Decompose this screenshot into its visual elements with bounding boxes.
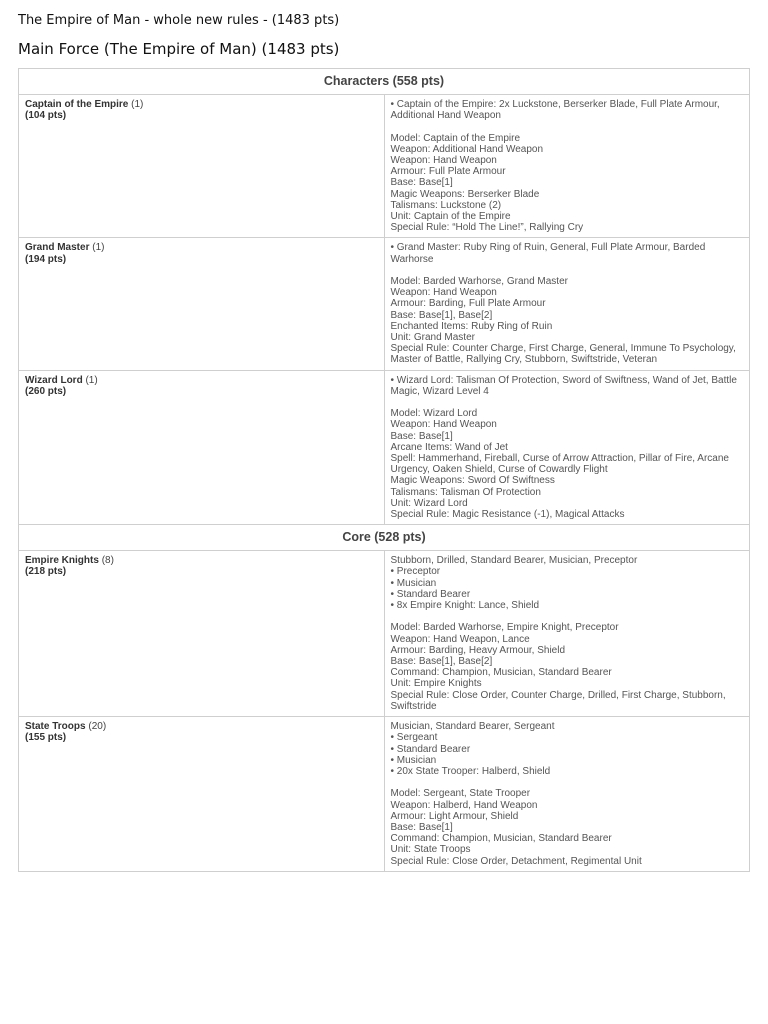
unit-detail-line: Special Rule: Close Order, Counter Charge, Drilled, First Charge, Stubborn, Swiftstride [390,689,729,712]
unit-detail-line: Model: Captain of the Empire [390,132,521,144]
unit-detail-line: Magic Weapons: Sword Of Swiftness [390,475,555,487]
unit-count: (1) [131,99,144,110]
unit-row [19,238,750,370]
unit-detail-line: Special Rule: Close Order, Detachment, Regimental Unit [390,855,642,867]
document-title: The Empire of Man - whole new rules - (1483 pts) [18,13,340,28]
unit-count: (1) [92,242,105,254]
section-row [19,69,750,95]
unit-detail-line: Model: Sergeant, State Trooper [390,788,531,800]
unit-detail-line: Weapon: Hand Weapon [390,287,497,299]
unit-summary-line: • Standard Bearer [390,588,471,600]
unit-detail-line: Unit: Captain of the Empire [390,211,511,223]
unit-detail-line: Special Rule: “Hold The Line!”, Rallying Cry [390,222,584,234]
unit-detail-line: Model: Barded Warhorse, Empire Knight, Preceptor [390,622,619,634]
unit-points: (104 pts) [25,110,67,122]
unit-count: (20) [88,721,107,733]
unit-detail-line: Unit: Grand Master [390,332,475,344]
unit-details-cell [384,238,750,370]
unit-detail-line: Special Rule: Counter Charge, First Charge, General, Immune To Psychology, Master of Battle, Rallying Cry, Stubborn, Swiftstride, Veteran [390,343,739,366]
unit-summary-line: • Musician [390,577,437,589]
unit-name: State Troops [25,721,86,733]
unit-summary-line: • 8x Empire Knight: Lance, Shield [390,600,540,612]
spacer [391,611,744,622]
unit-details-cell [384,95,750,238]
unit-count: (1) [85,374,98,386]
roster-body [19,69,750,872]
unit-summary-line: • Sergeant [390,732,438,744]
unit-detail-line: Spell: Hammerhand, Fireball, Curse of Arrow Attraction, Pillar of Fire, Arcane Urgency, Oaken Shield, Curse of Cowardly Flight [390,453,732,476]
unit-name-cell [19,238,385,370]
unit-name-cell [19,370,385,525]
unit-count: (8) [101,555,114,567]
unit-points: (194 pts) [25,253,67,265]
unit-name-cell [19,717,385,872]
unit-name: Empire Knights [25,555,99,567]
unit-detail-line: Weapon: Hand Weapon [390,155,497,166]
section-heading: Core (528 pts) [19,525,750,551]
spacer [391,121,744,132]
unit-name-cell [19,95,385,238]
unit-detail-line: Unit: State Troops [390,844,471,856]
section-row [19,525,750,551]
unit-detail-line: Special Rule: Magic Resistance (-1), Magical Attacks [390,509,625,521]
unit-details-cell [384,370,750,525]
unit-row [19,551,750,717]
section-heading: Characters (558 pts) [19,69,750,95]
unit-row [19,370,750,525]
unit-row [19,95,750,238]
unit-details-cell [384,551,750,717]
unit-points: (218 pts) [25,566,67,578]
unit-name: Captain of the Empire [25,99,129,110]
unit-detail-line: Armour: Barding, Heavy Armour, Shield [390,644,566,656]
unit-name: Wizard Lord [25,374,83,386]
unit-detail-line: Armour: Light Armour, Shield [390,810,519,822]
unit-detail-line: Armour: Full Plate Armour [390,166,506,178]
unit-detail-line: Base: Base[1] [390,821,453,833]
unit-detail-line: Weapon: Hand Weapon [390,419,497,431]
unit-detail-line: Unit: Wizard Lord [390,497,468,509]
unit-detail-line: Arcane Items: Wand of Jet [390,441,508,453]
unit-detail-line: Base: Base[1], Base[2] [390,656,493,668]
unit-detail-line: Weapon: Additional Hand Weapon [390,143,544,155]
unit-summary-line: • Musician [390,754,437,766]
unit-detail-line: Armour: Barding, Full Plate Armour [390,298,546,310]
unit-detail-line: Unit: Empire Knights [390,678,482,690]
force-title: Main Force (The Empire of Man) (1483 pts) [18,40,340,58]
spacer [391,265,744,276]
unit-summary-line: • Wizard Lord: Talisman Of Protection, Sword of Swiftness, Wand of Jet, Battle Magic, Wizard Level 4 [390,374,740,397]
unit-summary-line: • Standard Bearer [390,743,471,755]
unit-points: (155 pts) [25,732,67,744]
unit-detail-line: Command: Champion, Musician, Standard Bearer [390,667,612,679]
unit-name: Grand Master [25,242,90,254]
unit-detail-line: Command: Champion, Musician, Standard Bearer [390,833,612,845]
unit-detail-line: Talismans: Luckstone (2) [390,199,502,211]
unit-summary-line: Musician, Standard Bearer, Sergeant [390,721,555,733]
unit-detail-line: Model: Wizard Lord [390,408,478,420]
unit-summary-line: • 20x State Trooper: Halberd, Shield [390,765,551,777]
unit-points: (260 pts) [25,385,67,397]
unit-summary-line: • Preceptor [390,566,441,578]
unit-detail-line: Talismans: Talisman Of Protection [390,486,541,498]
unit-detail-line: Magic Weapons: Berserker Blade [390,188,540,200]
unit-detail-line: Base: Base[1] [390,430,453,442]
unit-summary-line: • Grand Master: Ruby Ring of Ruin, General, Full Plate Armour, Barded Warhorse [390,242,709,265]
spacer [391,777,744,788]
unit-detail-line: Enchanted Items: Ruby Ring of Ruin [390,320,553,332]
unit-summary-line: Stubborn, Drilled, Standard Bearer, Musician, Preceptor [390,555,638,567]
unit-detail-line: Model: Barded Warhorse, Grand Master [390,276,568,288]
roster-table [18,68,750,872]
unit-details-cell [384,717,750,872]
unit-detail-line: Weapon: Halberd, Hand Weapon [390,799,538,811]
unit-name-cell [19,551,385,717]
unit-summary-line: • Captain of the Empire: 2x Luckstone, Berserker Blade, Full Plate Armour, Additional Hand Weapon [390,99,722,122]
unit-detail-line: Base: Base[1], Base[2] [390,309,493,321]
unit-detail-line: Base: Base[1] [390,177,453,189]
spacer [391,397,744,408]
unit-detail-line: Weapon: Hand Weapon, Lance [390,633,530,645]
unit-row [19,717,750,872]
